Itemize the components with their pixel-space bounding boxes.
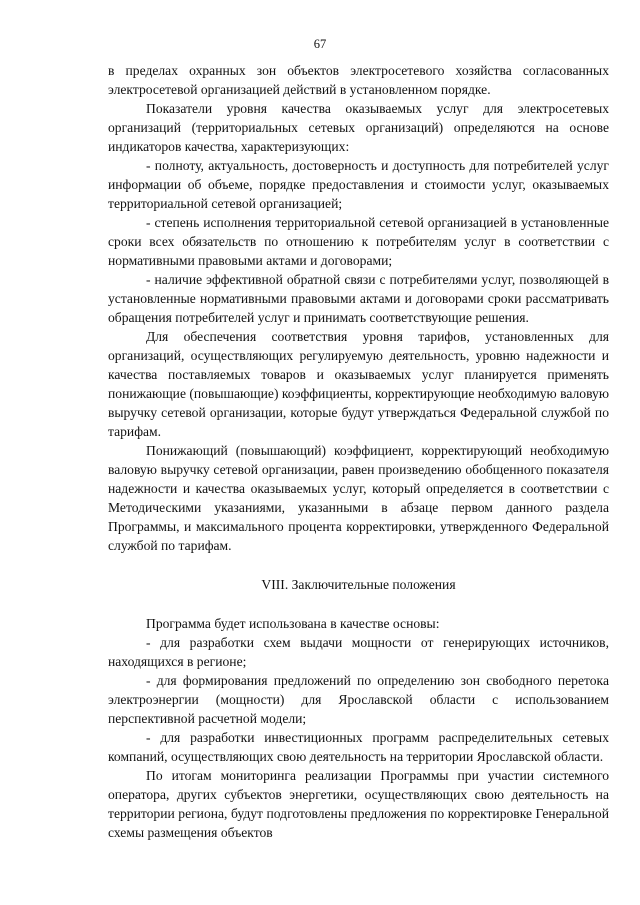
paragraph-quality-indicators: Показатели уровня качества оказываемых услуг для электросетевых организаций (территориальных сетевых организаций) определяются на основе индикаторов качества, характеризующих: xyxy=(108,101,609,154)
list-item-obligations: - степень исполнения территориальной сетевой организацией в установленные сроки всех обязательств по отношению к потребителям услуг в соответствии с нормативными правовыми актами и договорами; xyxy=(108,215,609,268)
list-item-information: - полноту, актуальность, достоверность и доступность для потребителей услуг информации об объеме, порядке предоставления и стоимости услуг, оказываемых территориальной сетевой организацией; xyxy=(108,158,609,211)
paragraph-continuation: в пределах охранных зон объектов электросетевого хозяйства согласованных электросетевой организацией действий в установленном порядке. xyxy=(108,63,609,97)
paragraph-coefficient-definition: Понижающий (повышающий) коэффициент, корректирующий необходимую валовую выручку сетевой организации, равен произведению обобщенного показателя надежности и качества оказываемых услуг, который определяется в соответствии с Методическими указаниями, указанными в абзаце первом данного раздела Программы, и максимального процента корректировки, утвержденного Федеральной службой по тарифам. xyxy=(108,443,609,553)
section-heading: VIII. Заключительные положения xyxy=(261,577,456,592)
paragraph-monitoring: По итогам мониторинга реализации Программы при участии системного оператора, других субъектов энергетики, осуществляющих свою деятельность на территории региона, будут подготовлены предложения по корректировке Генеральной схемы размещения объектов xyxy=(108,768,609,840)
page-number: 67 xyxy=(313,37,327,51)
paragraph-program-usage: Программа будет использована в качестве основы: xyxy=(146,616,440,631)
list-item-free-flow-zones: - для формирования предложений по определению зон свободного перетока электроэнергии (мощности) для Ярославской области с использованием перспективной расчетной модели; xyxy=(108,673,609,726)
document-body xyxy=(108,61,609,842)
list-item-investment-programs: - для разработки инвестиционных программ распределительных сетевых компаний, осуществляющих свою деятельность на территории Ярославской области. xyxy=(108,730,609,764)
paragraph-tariff-coefficients: Для обеспечения соответствия уровня тарифов, установленных для организаций, осуществляющих регулируемую деятельность, уровню надежности и качества поставляемых товаров и оказываемых услуг планируется применять понижающие (повышающие) коэффициенты, корректирующие необходимую валовую выручку сетевой организации, которые будут утверждаться Федеральной службой по тарифам. xyxy=(108,329,609,439)
list-item-power-schemes: - для разработки схем выдачи мощности от генерирующих источников, находящихся в регионе; xyxy=(108,635,609,669)
list-item-feedback: - наличие эффективной обратной связи с потребителями услуг, позволяющей в установленные нормативными правовыми актами и договорами сроки рассматривать обращения потребителей услуг и принимать соответствующие решения. xyxy=(108,272,609,325)
